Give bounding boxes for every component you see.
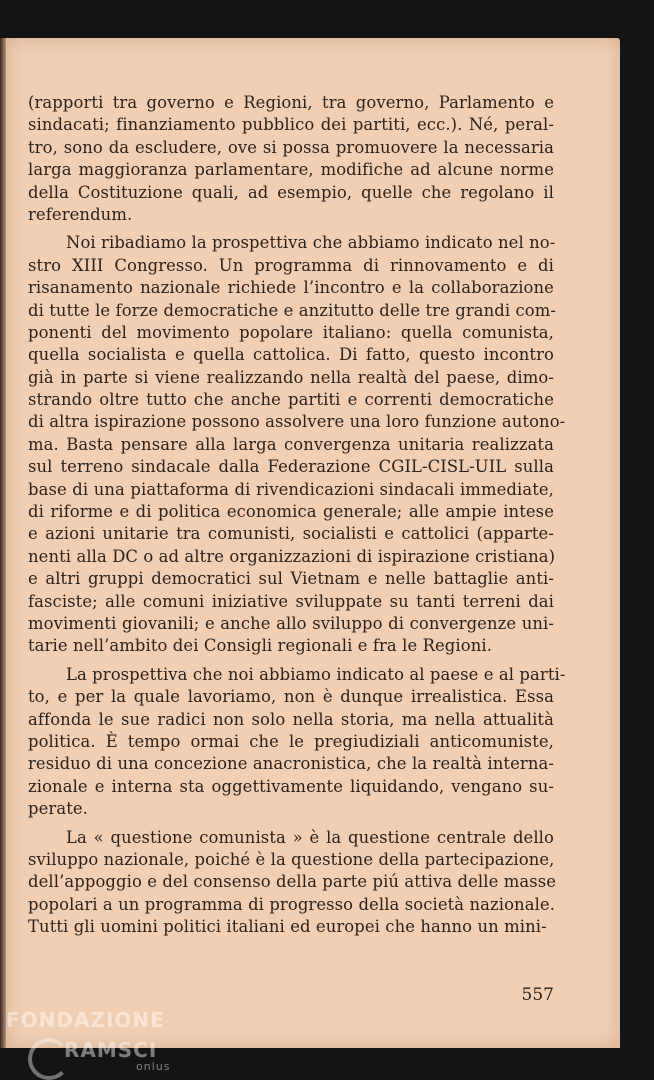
paragraph	[28, 232, 566, 657]
text-line: larga maggioranza parlamentare, modifiche ad alcune norme	[28, 160, 554, 180]
text-line: popolari a un programma di progresso della società nazionale.	[28, 894, 556, 914]
paragraph	[28, 827, 557, 939]
text-line: affonda le sue radici non solo nella storia, ma nella attualità	[28, 709, 554, 729]
paragraph	[28, 92, 554, 226]
text-line: e altri gruppi democratici sul Vietnam e nelle battaglie anti-	[28, 569, 554, 589]
text-line: La prospettiva che noi abbiamo indicato al paese e al parti-	[66, 664, 566, 684]
text-line: residuo di una concezione anacronistica, che la realtà interna-	[28, 754, 554, 774]
text-line: to, e per la quale lavoriamo, non è dunque irrealistica. Essa	[28, 687, 554, 707]
text-line: zionale e interna sta oggettivamente liquidando, vengano su-	[28, 776, 554, 796]
text-line: perate.	[28, 799, 88, 819]
text-line: di altra ispirazione possono assolvere una loro funzione autono-	[28, 412, 566, 432]
text-line: nenti alla DC o ad altre organizzazioni di ispirazione cristiana)	[28, 546, 556, 566]
text-line: tro, sono da escludere, ove si possa promuovere la necessaria	[28, 137, 554, 157]
paragraph	[28, 664, 566, 821]
text-line: sviluppo nazionale, poiché è la questione della partecipazione,	[28, 849, 555, 869]
text-line: e azioni unitarie tra comunisti, socialisti e cattolici (apparte-	[28, 524, 554, 544]
text-line: (rapporti tra governo e Regioni, tra governo, Parlamento e	[28, 93, 554, 112]
watermark-line2: RAMSCI	[64, 1038, 158, 1062]
text-line: dell’appoggio e del consenso della parte piú attiva delle masse	[28, 872, 557, 892]
watermark-line1: FONDAZIONE	[6, 1008, 165, 1032]
fondazione-gramsci-watermark	[6, 1008, 171, 1073]
body-text	[28, 92, 566, 944]
text-line: di riforme e di politica economica generale; alle ampie intese	[28, 502, 554, 522]
text-line: La « questione comunista » è la questione centrale dello	[66, 827, 554, 847]
text-line: strando oltre tutto che anche partiti e correnti democratiche	[28, 390, 554, 410]
text-line: di tutte le forze democratiche e anzitutto delle tre grandi com-	[28, 300, 557, 320]
text-line: ponenti del movimento popolare italiano: quella comunista,	[28, 322, 554, 342]
text-line: già in parte si viene realizzando nella realtà del paese, dimo-	[28, 367, 554, 387]
text-line: quella socialista e quella cattolica. Di fatto, questo incontro	[28, 345, 554, 365]
text-line: risanamento nazionale richiede l’incontro e la collaborazione	[28, 278, 554, 298]
text-line: base di una piattaforma di rivendicazioni sindacali immediate,	[28, 479, 554, 499]
text-line: ma. Basta pensare alla larga convergenza unitaria realizzata	[28, 434, 554, 454]
text-line: Tutti gli uomini politici italiani ed europei che hanno un mini-	[28, 917, 547, 937]
text-line: fasciste; alle comuni iniziative sviluppate su tanti terreni dai	[28, 591, 554, 611]
text-line: stro XIII Congresso. Un programma di rinnovamento e di	[28, 255, 554, 275]
watermark-suffix: onlus	[136, 1060, 171, 1073]
text-line: movimenti giovanili; e anche allo sviluppo di convergenze uni-	[28, 613, 554, 633]
text-line: sindacati; finanziamento pubblico dei partiti, ecc.). Né, peral-	[28, 115, 554, 135]
text-line: tarie nell’ambito dei Consigli regionali e fra le Regioni.	[28, 636, 493, 656]
text-line: politica. È tempo ormai che le pregiudiziali anticomuniste,	[28, 731, 554, 751]
text-line: referendum.	[28, 204, 133, 224]
text-line: della Costituzione quali, ad esempio, quelle che regolano il	[28, 182, 554, 202]
page-number: 557	[521, 985, 554, 1005]
text-line: sul terreno sindacale dalla Federazione CGIL-CISL-UIL sulla	[28, 457, 554, 477]
text-line: Noi ribadiamo la prospettiva che abbiamo indicato nel no-	[66, 233, 556, 253]
